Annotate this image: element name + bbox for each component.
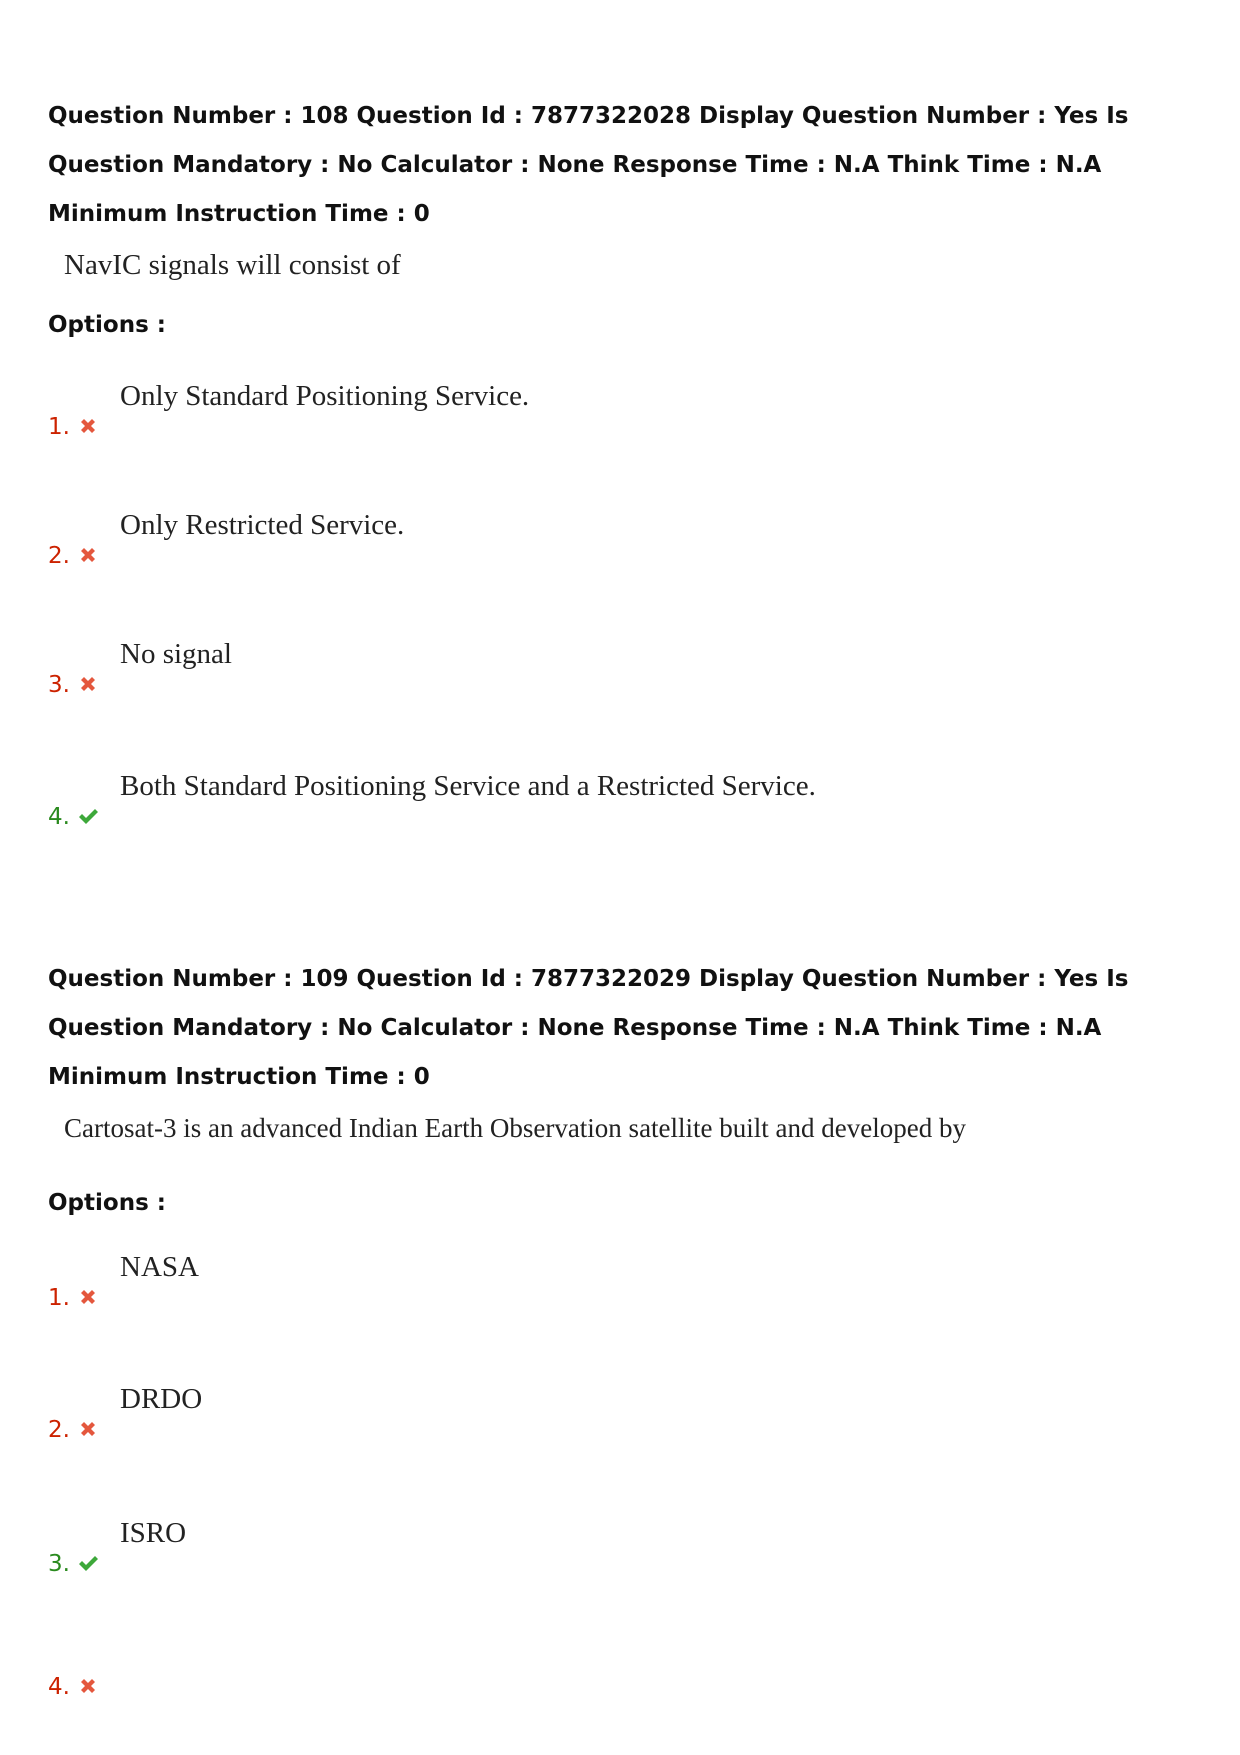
option-number: 1. bbox=[48, 414, 70, 440]
option-2[interactable] bbox=[48, 1383, 1148, 1443]
option-text: DRDO bbox=[120, 1383, 203, 1415]
options-label: Options : bbox=[48, 312, 166, 338]
cross-icon bbox=[76, 1285, 100, 1309]
option-1[interactable] bbox=[48, 380, 1148, 440]
question-text: Cartosat-3 is an advanced Indian Earth Observation satellite built and developed by bbox=[64, 1113, 966, 1143]
question-text: NavIC signals will consist of bbox=[64, 249, 401, 281]
option-text: NASA bbox=[120, 1251, 199, 1283]
option-4[interactable] bbox=[48, 770, 1148, 830]
option-number: 3. bbox=[48, 672, 70, 698]
option-3[interactable] bbox=[48, 1517, 1148, 1577]
option-number: 4. bbox=[48, 804, 70, 830]
cross-icon bbox=[76, 1674, 100, 1698]
option-1[interactable] bbox=[48, 1251, 1148, 1311]
option-text: Only Restricted Service. bbox=[120, 509, 405, 541]
cross-icon bbox=[76, 414, 100, 438]
options-label: Options : bbox=[48, 1190, 166, 1216]
cross-icon bbox=[76, 1417, 100, 1441]
question-block-108 bbox=[48, 92, 1208, 285]
question-meta: Question Number : 109 Question Id : 7877322029 Display Question Number : Yes Is Question Mandatory : No Calculator : None Response Time : N.A Think Time : N.A Minimum Instruction Time : 0 bbox=[48, 966, 1129, 1090]
check-icon bbox=[76, 1551, 100, 1575]
option-text: Both Standard Positioning Service and a Restricted Service. bbox=[120, 770, 816, 802]
option-number: 2. bbox=[48, 543, 70, 569]
option-text: No signal bbox=[120, 638, 232, 670]
cross-icon bbox=[76, 672, 100, 696]
option-number: 2. bbox=[48, 1417, 70, 1443]
option-text: ISRO bbox=[120, 1517, 187, 1549]
options-section-109 bbox=[48, 1190, 1208, 1216]
question-block-109 bbox=[48, 955, 1208, 1148]
option-text: Only Standard Positioning Service. bbox=[120, 380, 530, 412]
option-number: 4. bbox=[48, 1674, 70, 1700]
option-number: 3. bbox=[48, 1551, 70, 1577]
option-number: 1. bbox=[48, 1285, 70, 1311]
question-meta: Question Number : 108 Question Id : 7877322028 Display Question Number : Yes Is Question Mandatory : No Calculator : None Response Time : N.A Think Time : N.A Minimum Instruction Time : 0 bbox=[48, 103, 1129, 227]
options-section-108 bbox=[48, 312, 1208, 338]
option-2[interactable] bbox=[48, 509, 1148, 569]
check-icon bbox=[76, 804, 100, 828]
option-3[interactable] bbox=[48, 638, 1148, 698]
cross-icon bbox=[76, 543, 100, 567]
option-4[interactable] bbox=[48, 1640, 1148, 1700]
